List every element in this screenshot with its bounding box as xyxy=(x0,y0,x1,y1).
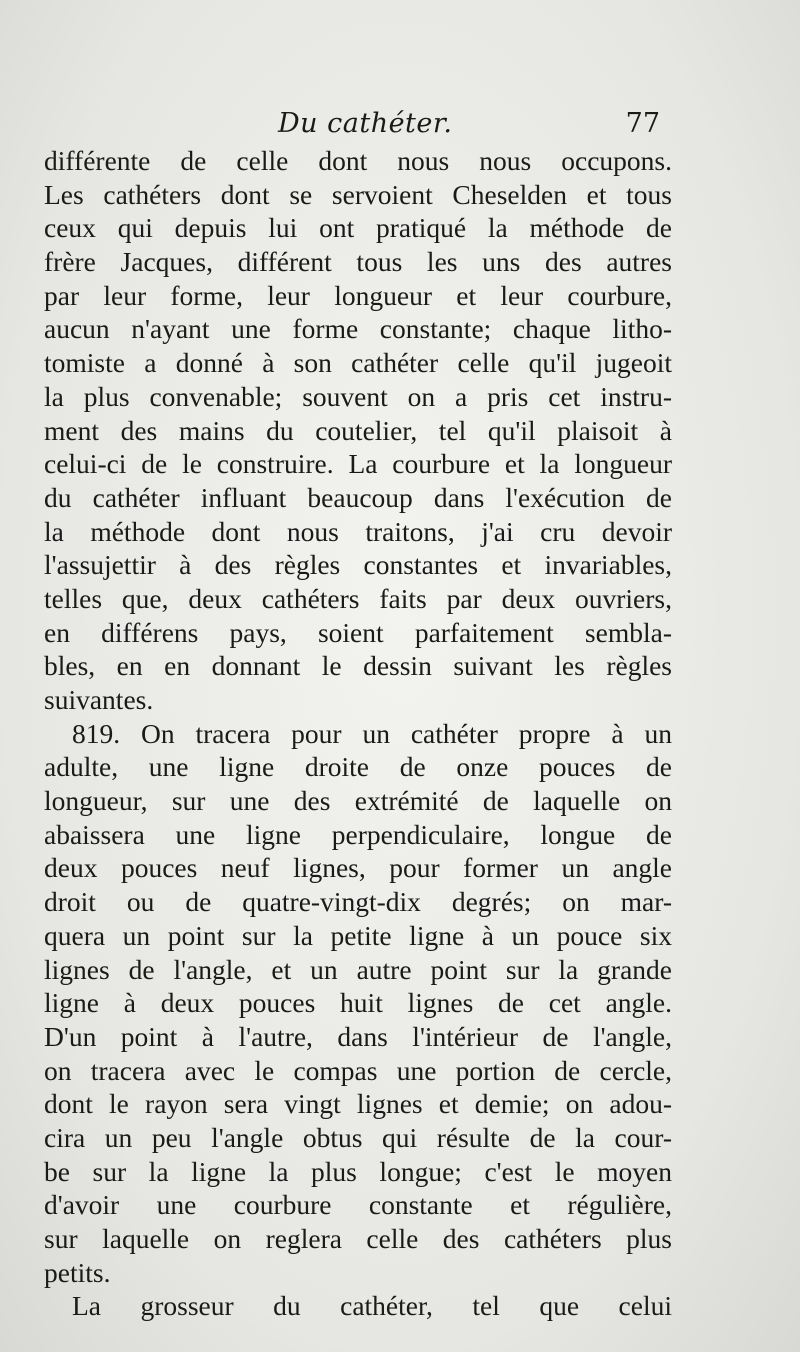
text-line: D'un point à l'autre, dans l'intérieur de l'angle, xyxy=(44,1020,672,1052)
text-line: on tracera avec le compas une portion de cercle, xyxy=(44,1054,672,1086)
text-line: lignes de l'angle, et un autre point sur la grande xyxy=(44,953,672,985)
running-title: Du cathéter. xyxy=(278,108,453,139)
text-line: celui-ci de le construire. La courbure et la longueur xyxy=(44,448,672,480)
text-line: La grosseur du cathéter, tel que celui xyxy=(72,1290,672,1322)
text-line: deux pouces neuf lignes, pour former un angle xyxy=(44,852,672,884)
text-line: d'avoir une courbure constante et régulière, xyxy=(44,1189,672,1221)
text-line: frère Jacques, différent tous les uns des autres xyxy=(44,246,672,278)
text-line: ment des mains du coutelier, tel qu'il plaisoit à xyxy=(44,414,672,446)
text-line: par leur forme, leur longueur et leur courbure, xyxy=(44,279,672,311)
text-line: aucun n'ayant une forme constante; chaque litho- xyxy=(44,313,672,345)
text-line: quera un point sur la petite ligne à un pouce six xyxy=(44,919,672,951)
text-line: du cathéter influant beaucoup dans l'exécution de xyxy=(44,481,672,513)
text-line: abaissera une ligne perpendiculaire, longue de xyxy=(44,818,672,850)
text-line: l'assujettir à des règles constantes et invariables, xyxy=(44,549,672,581)
text-line: longueur, sur une des extrémité de laquelle on xyxy=(44,785,672,817)
text-line: sur laquelle on reglera celle des cathéters plus xyxy=(44,1223,672,1254)
text-line: ceux qui depuis lui ont pratiqué la méthode de xyxy=(44,212,672,244)
text-line: ligne à deux pouces huit lignes de cet angle. xyxy=(44,987,672,1019)
text-line: droit ou de quatre-vingt-dix degrés; on mar- xyxy=(44,886,672,918)
text-line: la méthode dont nous traitons, j'ai cru devoir xyxy=(44,515,672,547)
text-line: 819. On tracera pour un cathéter propre à un xyxy=(72,717,672,749)
text-line: différente de celle dont nous nous occupons. xyxy=(44,145,672,176)
text-line: tomiste a donné à son cathéter celle qu'il jugeoit xyxy=(44,347,672,379)
text-line: suivantes. xyxy=(44,684,154,715)
text-line: telles que, deux cathéters faits par deux ouvriers, xyxy=(44,582,672,614)
page-header xyxy=(38,108,660,148)
text-line: be sur la ligne la plus longue; c'est le moyen xyxy=(44,1155,672,1187)
text-line: adulte, une ligne droite de onze pouces de xyxy=(44,751,672,783)
text-line: cira un peu l'angle obtus qui résulte de la cour- xyxy=(44,1121,672,1153)
text-line: en différens pays, soient parfaitement sembla- xyxy=(44,616,672,648)
text-line: dont le rayon sera vingt lignes et demie; on adou- xyxy=(44,1088,672,1120)
text-line: bles, en en donnant le dessin suivant les règles xyxy=(44,650,672,682)
text-line: petits. xyxy=(44,1256,111,1288)
text-line: la plus convenable; souvent on a pris cet instru- xyxy=(44,380,672,412)
text-line: Les cathéters dont se servoient Cheselden et tous xyxy=(44,178,672,210)
body-text xyxy=(44,144,672,1323)
page-number: 77 xyxy=(625,108,660,139)
